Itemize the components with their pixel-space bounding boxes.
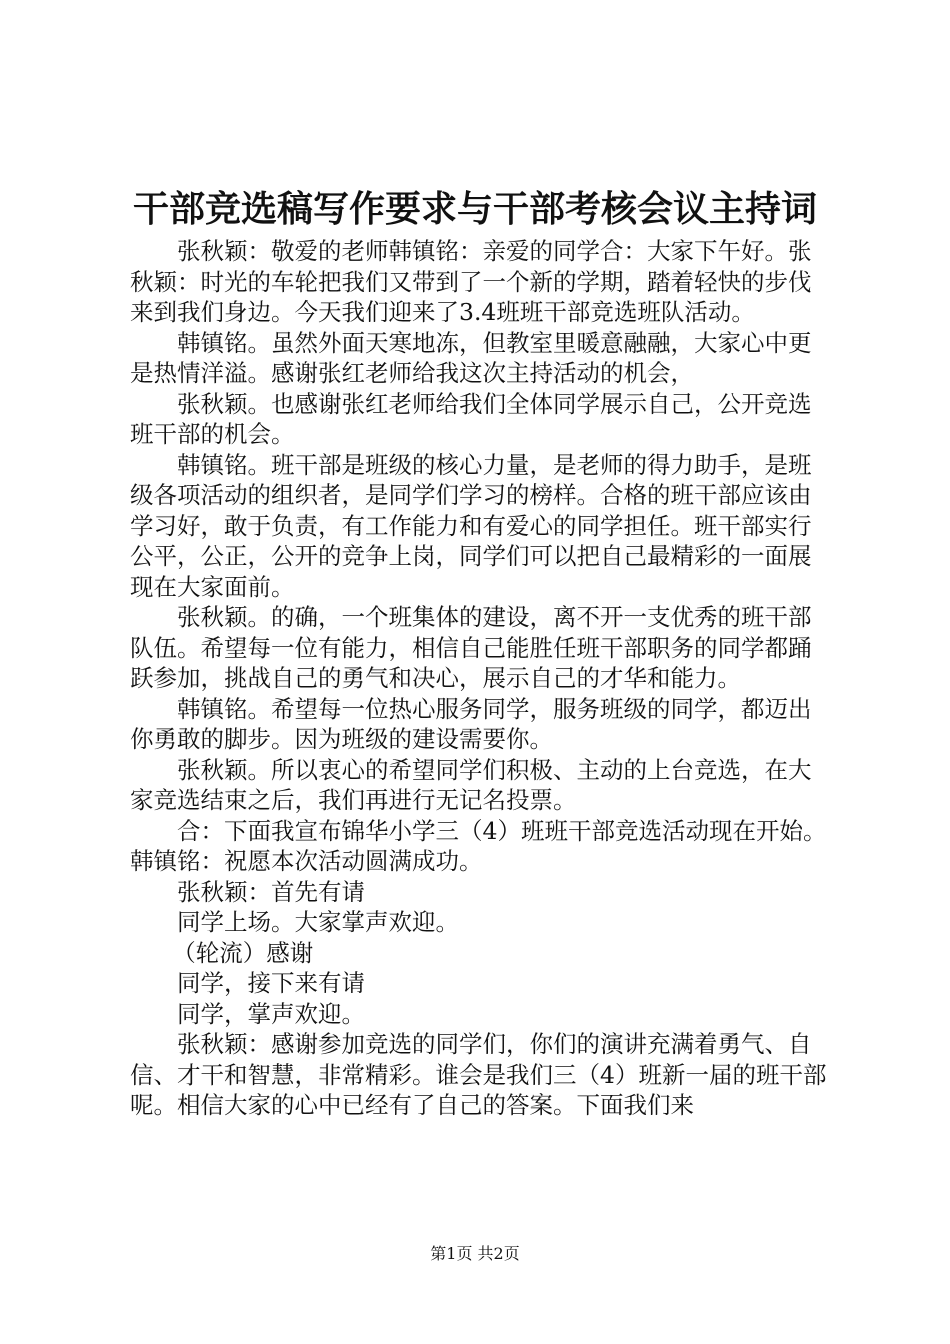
paragraph: 同学上场。大家掌声欢迎。 [177, 908, 459, 936]
paragraph: 韩镇铭。希望每一位热心服务同学，服务班级的同学，都迈出你勇敢的脚步。因为班级的建设需要你。 [130, 694, 812, 753]
paragraph: 张秋颖。所以衷心的希望同学们积极、主动的上台竞选，在大家竞选结束之后，我们再进行无记名投票。 [130, 755, 812, 814]
paragraph: 同学，掌声欢迎。 [177, 999, 365, 1028]
paragraph: 张秋颖。也感谢张红老师给我们全体同学展示自己，公开竞选班干部的机会。 [130, 389, 812, 448]
paragraph: 张秋颖。的确，一个班集体的建设，离不开一支优秀的班干部队伍。希望每一位有能力，相信自己能胜任班干部职务的同学都踊跃参加，挑战自己的勇气和决心，展示自己的才华和能力。 [130, 603, 812, 692]
document-title: 干部竞选稿写作要求与干部考核会议主持词 [132, 188, 817, 230]
paragraph: （轮流）感谢 [172, 938, 314, 967]
paragraph: 同学，接下来有请 [177, 969, 365, 997]
paragraph: 韩镇铭。虽然外面天寒地冻，但教室里暖意融融，大家心中更是热情洋溢。感谢张红老师给我这次主持活动的机会， [130, 328, 812, 387]
paragraph: 韩镇铭。班干部是班级的核心力量，是老师的得力助手，是班级各项活动的组织者，是同学们学习的榜样。合格的班干部应该由学习好，敢于负责，有工作能力和有爱心的同学担任。班干部实行公平，公正，公开的竞争上岗，同学们可以把自己最精彩的一面展现在大家面前。 [130, 450, 812, 601]
paragraph: 张秋颖：首先有请 [177, 877, 365, 906]
paragraph: 张秋颖：感谢参加竞选的同学们，你们的演讲充满着勇气、自信、才干和智慧，非常精彩。谁会是我们三（4）班新一届的班干部呢。相信大家的心中已经有了自己的答案。下面我们来 [130, 1030, 827, 1119]
paragraph: 合：下面我宣布锦华小学三（4）班班干部竞选活动现在开始。韩镇铭：祝愿本次活动圆满成功。 [130, 816, 827, 875]
document-body [130, 236, 830, 1121]
paragraph: 张秋颖：敬爱的老师韩镇铭：亲爱的同学合：大家下午好。张秋颖：时光的车轮把我们又带到了一个新的学期，踏着轻快的步伐来到我们身边。今天我们迎来了3.4班班干部竞选班队活动。 [130, 237, 812, 326]
page-footer: 第1页 共2页 [430, 1244, 520, 1263]
